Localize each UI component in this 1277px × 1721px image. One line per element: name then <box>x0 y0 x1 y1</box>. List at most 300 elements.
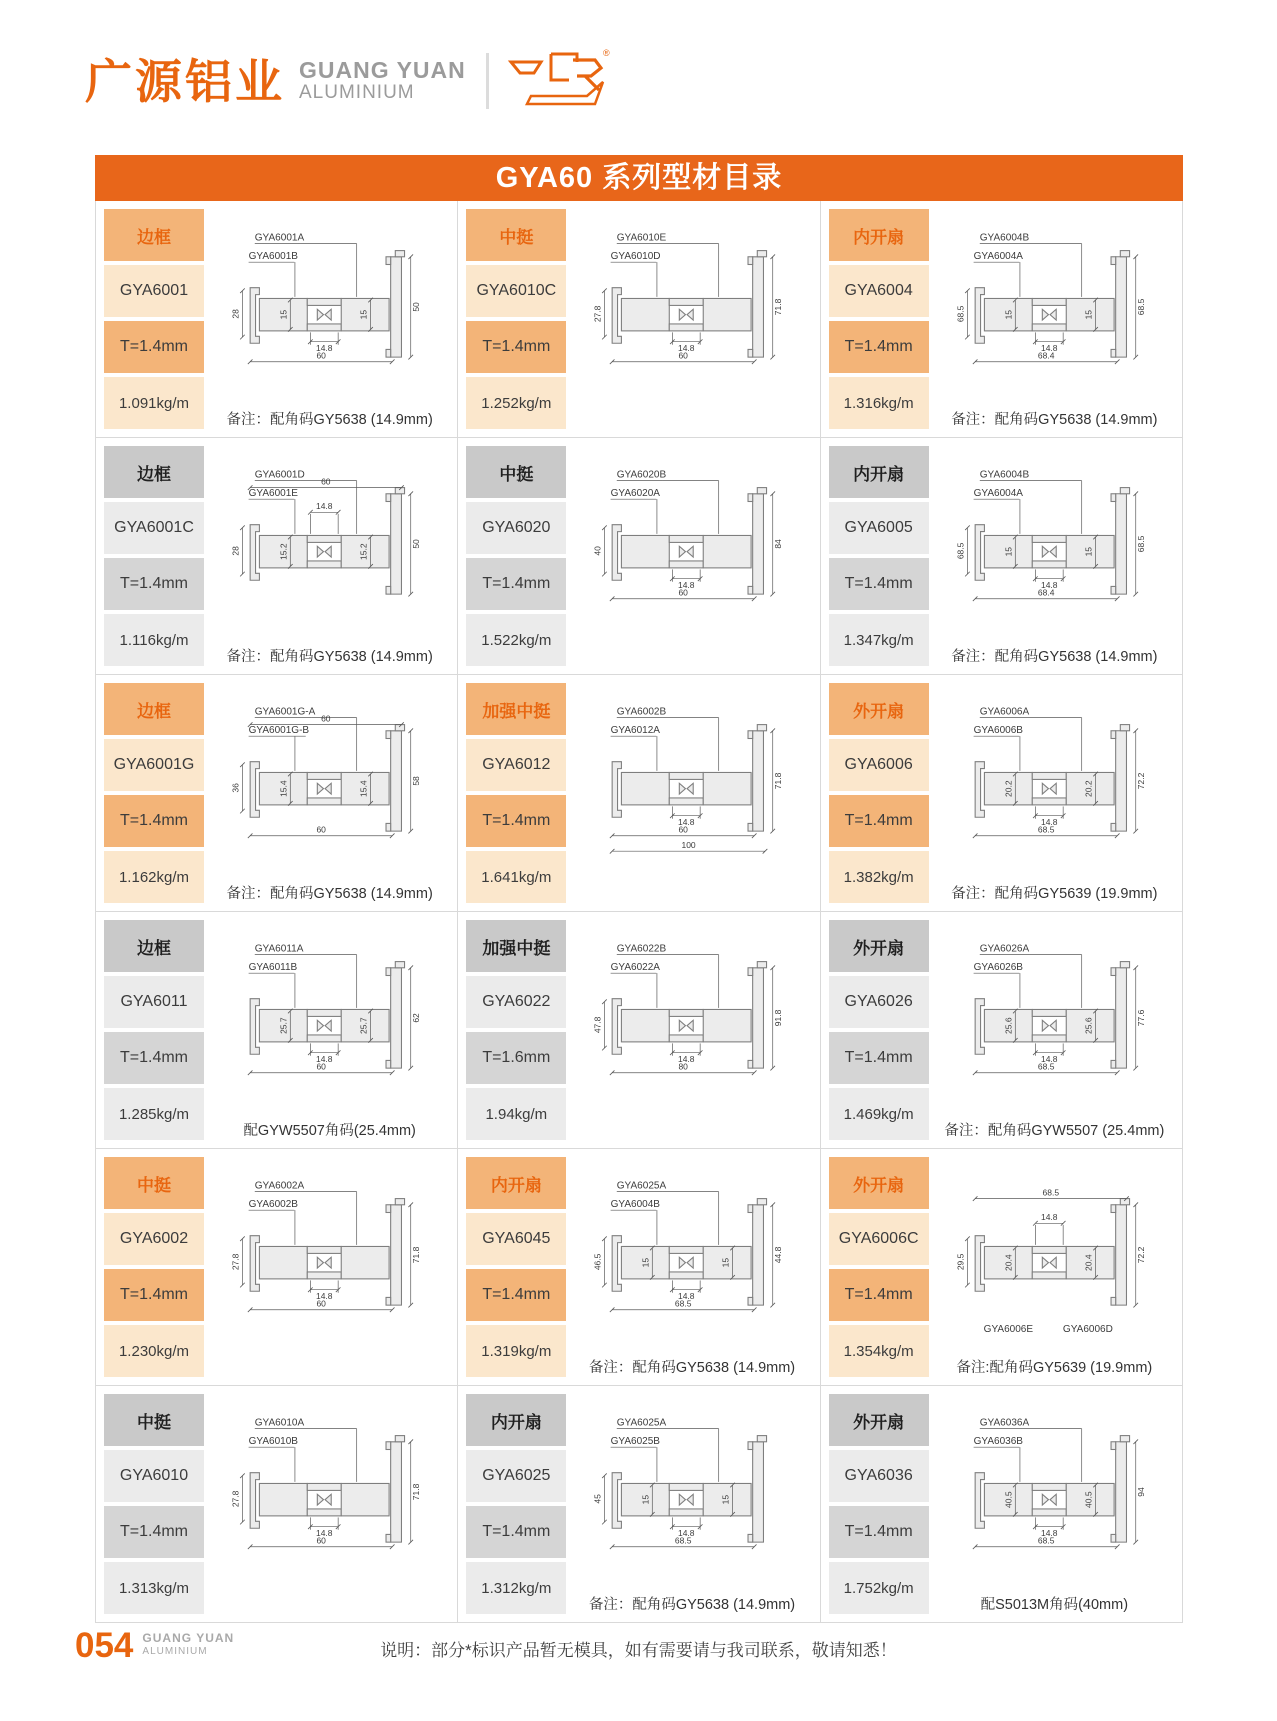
dim-label: 15 <box>1083 309 1094 320</box>
dim-label: 44.8 <box>773 1246 784 1264</box>
part-label: GYA6001B <box>248 251 298 263</box>
dim-label: 50 <box>411 302 422 312</box>
product-code: GYA6004 <box>829 265 929 317</box>
weight-label: 1.316kg/m <box>829 377 929 429</box>
thickness-label: T=1.4mm <box>466 1269 566 1321</box>
product-info-column <box>466 446 566 666</box>
dim-label: 40.5 <box>1003 1491 1014 1508</box>
part-label: GYA6025A <box>617 1417 667 1429</box>
dim-label: 72.2 <box>1135 772 1146 790</box>
part-label: GYA6011A <box>254 943 304 955</box>
thickness-label: T=1.6mm <box>466 1032 566 1084</box>
weight-label: 1.319kg/m <box>466 1325 566 1377</box>
dim-label: 45 <box>592 1494 603 1504</box>
product-info-column <box>829 209 929 429</box>
drawing-area <box>210 920 449 1140</box>
product-code: GYA6001G <box>104 739 204 791</box>
product-info-column <box>829 920 929 1140</box>
dim-label: 20.4 <box>1003 1254 1014 1271</box>
dim-label: 29.5 <box>955 1253 966 1271</box>
part-label: GYA6006D <box>1062 1324 1113 1336</box>
category-label: 中挺 <box>104 1157 204 1209</box>
part-label: GYA6001E <box>248 488 298 500</box>
product-cell <box>458 438 820 675</box>
profile-drawing <box>572 920 811 1119</box>
product-cell <box>458 675 820 912</box>
thickness-label: T=1.4mm <box>829 1032 929 1084</box>
profile-shape <box>955 233 1146 365</box>
page-number: 054 <box>75 1626 134 1665</box>
part-label: GYA6001A <box>254 232 305 244</box>
part-label: GYA6026A <box>979 943 1029 955</box>
part-label: GYA6006A <box>979 706 1029 718</box>
weight-label: 1.347kg/m <box>829 614 929 666</box>
dim-label: 14.8 <box>1040 342 1058 353</box>
dim-label: 14.8 <box>316 501 333 512</box>
profile-drawing <box>210 920 449 1119</box>
dim-label: 14.8 <box>316 1527 333 1538</box>
product-code: GYA6025 <box>466 1450 566 1502</box>
category-label: 外开扇 <box>829 920 929 972</box>
drawing-area <box>572 1394 811 1614</box>
category-label: 中挺 <box>466 209 566 261</box>
thickness-label: T=1.4mm <box>829 1269 929 1321</box>
dim-label: 14.8 <box>1040 579 1058 590</box>
profile-drawing <box>572 209 811 408</box>
part-label: GYA6004A <box>973 251 1023 263</box>
dim-label: 40.5 <box>1083 1491 1094 1508</box>
dim-label: 60 <box>678 824 689 835</box>
note-label: 备注：配角码GY5638 (14.9mm) <box>226 649 433 665</box>
dim-label: 68.5 <box>1135 535 1146 553</box>
note-label: 备注：配角码GY5638 (14.9mm) <box>226 886 433 902</box>
logo-line-2: ALUMINIUM <box>299 82 415 104</box>
product-info-column <box>104 920 204 1140</box>
thickness-label: T=1.4mm <box>104 558 204 610</box>
product-info-column <box>104 209 204 429</box>
part-label: GYA6036B <box>973 1436 1023 1448</box>
dim-label: 15.2 <box>358 543 369 560</box>
profile-shape <box>593 1181 784 1313</box>
part-label: GYA6022B <box>617 943 667 955</box>
product-code: GYA6005 <box>829 502 929 554</box>
product-cell <box>458 201 820 438</box>
category-label: 内开扇 <box>829 209 929 261</box>
part-label: GYA6010E <box>617 232 667 244</box>
thickness-label: T=1.4mm <box>104 1506 204 1558</box>
product-info-column <box>104 1394 204 1614</box>
dim-label: 62 <box>411 1013 422 1023</box>
dim-label: 40 <box>592 546 603 556</box>
dim-label: 68.5 <box>675 1535 692 1546</box>
dim-label: 71.8 <box>411 1246 422 1264</box>
profile-shape <box>955 470 1146 602</box>
product-code: GYA6012 <box>466 739 566 791</box>
product-code: GYA6002 <box>104 1213 204 1265</box>
product-code: GYA6001 <box>104 265 204 317</box>
profile-shape <box>593 233 784 365</box>
profile-shape <box>610 707 783 854</box>
product-code: GYA6001C <box>104 502 204 554</box>
product-cell <box>96 912 458 1149</box>
dim-label: 25.7 <box>358 1017 369 1034</box>
product-info-column <box>466 920 566 1140</box>
drawing-area <box>572 209 811 429</box>
dim-label: 71.8 <box>773 298 784 316</box>
thickness-label: T=1.4mm <box>466 558 566 610</box>
product-code: GYA6036 <box>829 1450 929 1502</box>
dim-label: 14.8 <box>316 1290 333 1301</box>
product-cell <box>458 912 820 1149</box>
thickness-label: T=1.4mm <box>466 795 566 847</box>
dim-label: 71.8 <box>411 1483 422 1501</box>
profile-drawing <box>935 1157 1174 1356</box>
dim-label: 14.8 <box>678 342 695 353</box>
dim-label: 71.8 <box>773 772 784 790</box>
product-info-column <box>466 683 566 903</box>
dim-label: 25.6 <box>1083 1017 1094 1034</box>
dim-label: 14.8 <box>316 342 333 353</box>
category-label: 加强中挺 <box>466 683 566 735</box>
product-cell <box>821 1149 1183 1386</box>
weight-label: 1.162kg/m <box>104 851 204 903</box>
thickness-label: T=1.4mm <box>829 558 929 610</box>
product-cell <box>821 201 1183 438</box>
profile-drawing <box>210 446 449 645</box>
drawing-area <box>572 683 811 903</box>
note-label <box>210 1356 449 1377</box>
part-label: GYA6025B <box>610 1436 661 1448</box>
profile-shape <box>231 233 422 365</box>
weight-label: 1.752kg/m <box>829 1562 929 1614</box>
dim-label: 25.6 <box>1003 1017 1014 1034</box>
profile-shape <box>231 707 422 839</box>
note-label <box>210 1593 449 1614</box>
product-cell <box>96 201 458 438</box>
dim-label: 60 <box>316 350 326 361</box>
product-info-column <box>466 209 566 429</box>
dim-label: 25.7 <box>278 1017 289 1034</box>
dim-label: 14.8 <box>1040 1527 1058 1538</box>
category-label: 内开扇 <box>466 1157 566 1209</box>
profile-shape <box>972 1418 1145 1550</box>
category-label: 内开扇 <box>829 446 929 498</box>
dim-label: 94 <box>1135 1487 1146 1497</box>
product-info-column <box>466 1394 566 1614</box>
dim-label: 14.8 <box>316 1053 333 1064</box>
part-label: GYA6002A <box>254 1180 305 1192</box>
catalog-section <box>95 155 1183 1623</box>
part-label: GYA6006B <box>973 725 1023 737</box>
note-label: 备注：配角码GY5638 (14.9mm) <box>951 649 1158 665</box>
note-label: 备注：配角码GY5638 (14.9mm) <box>588 1597 796 1613</box>
part-label: GYA6012A <box>610 725 661 737</box>
drawing-area <box>572 1157 811 1377</box>
note-label <box>572 408 811 429</box>
part-label: GYA6001D <box>254 469 305 481</box>
logo-divider <box>486 53 489 109</box>
product-info-column <box>104 446 204 666</box>
profile-drawing <box>210 1394 449 1593</box>
dim-label: 60 <box>316 1298 326 1309</box>
weight-label: 1.641kg/m <box>466 851 566 903</box>
footer-brand-line-1: GUANG YUAN <box>142 1631 235 1645</box>
product-cell <box>96 1149 458 1386</box>
part-label: GYA6002B <box>248 1199 298 1211</box>
dim-label: 27.8 <box>230 1253 241 1271</box>
product-cell <box>458 1386 820 1623</box>
dim-label: 15 <box>1003 309 1014 320</box>
drawing-area <box>935 1157 1174 1377</box>
thickness-label: T=1.4mm <box>829 795 929 847</box>
profile-drawing <box>572 683 811 882</box>
catalog-title: GYA60 系列型材目录 <box>95 155 1183 201</box>
dim-label: 14.8 <box>1040 1212 1058 1223</box>
dim-label: 68.5 <box>675 1298 692 1309</box>
category-label: 中挺 <box>104 1394 204 1446</box>
dim-label: 100 <box>681 840 696 851</box>
profile-drawing <box>210 209 449 408</box>
dim-label: 60 <box>316 1061 326 1072</box>
profile-drawing <box>935 446 1174 645</box>
thickness-label: T=1.4mm <box>466 1506 566 1558</box>
product-cell <box>96 438 458 675</box>
note-label: 备注：配角码GY5639 (19.9mm) <box>951 886 1158 902</box>
dim-label: 58 <box>411 776 422 786</box>
drawing-area <box>572 446 811 666</box>
cr-brand-logo-icon <box>507 46 611 116</box>
product-info-column <box>104 1157 204 1377</box>
dim-label: 28 <box>230 546 241 556</box>
profile-shape <box>248 944 421 1076</box>
dim-label: 15 <box>721 1257 732 1268</box>
part-label: GYA6004B <box>979 232 1029 244</box>
drawing-area <box>935 209 1174 429</box>
note-label: 备注：配角码GY5638 (14.9mm) <box>951 412 1158 428</box>
part-label: GYA6025A <box>617 1180 667 1192</box>
weight-label: 1.354kg/m <box>829 1325 929 1377</box>
thickness-label: T=1.4mm <box>104 1032 204 1084</box>
product-cell <box>96 675 458 912</box>
product-info-column <box>829 683 929 903</box>
dim-label: 14.8 <box>1040 1053 1058 1064</box>
part-label: GYA6006E <box>983 1324 1033 1336</box>
product-info-column <box>829 1394 929 1614</box>
dim-label: 50 <box>411 539 422 549</box>
category-label: 边框 <box>104 683 204 735</box>
weight-label: 1.252kg/m <box>466 377 566 429</box>
dim-label: 60 <box>316 1535 326 1546</box>
dim-label: 68.5 <box>1135 298 1146 316</box>
note-label: 备注：配角码GY5638 (14.9mm) <box>226 412 433 428</box>
category-label: 内开扇 <box>466 1394 566 1446</box>
product-cell <box>96 1386 458 1623</box>
dim-label: 68.5 <box>1037 1061 1055 1072</box>
dim-label: 80 <box>678 1061 689 1072</box>
dim-label: 15 <box>278 309 289 320</box>
thickness-label: T=1.4mm <box>829 321 929 373</box>
weight-label: 1.94kg/m <box>466 1088 566 1140</box>
note-label: 配GYW5507角码(25.4mm) <box>243 1123 416 1139</box>
drawing-area <box>572 920 811 1140</box>
dim-label: 20.2 <box>1083 780 1094 797</box>
part-label: GYA6010A <box>254 1417 305 1429</box>
category-label: 边框 <box>104 209 204 261</box>
dim-label: 47.8 <box>592 1016 603 1034</box>
profile-shape <box>593 1418 767 1550</box>
logo-line-1: GUANG YUAN <box>299 57 466 84</box>
note-label <box>572 882 811 903</box>
product-code: GYA6011 <box>104 976 204 1028</box>
registered-mark: ® <box>602 48 610 58</box>
part-label: GYA6026B <box>973 962 1023 974</box>
dim-label: 60 <box>678 350 689 361</box>
weight-label: 1.091kg/m <box>104 377 204 429</box>
product-code: GYA6006 <box>829 739 929 791</box>
thickness-label: T=1.4mm <box>829 1506 929 1558</box>
part-label: GYA6004B <box>979 469 1029 481</box>
drawing-area <box>935 1394 1174 1614</box>
profile-shape <box>231 1181 422 1313</box>
page-header <box>85 46 611 116</box>
part-label: GYA6004B <box>610 1199 661 1211</box>
dim-label: 60 <box>321 713 331 724</box>
weight-label: 1.469kg/m <box>829 1088 929 1140</box>
drawing-area <box>210 1157 449 1377</box>
dim-label: 68.5 <box>955 305 966 323</box>
drawing-area <box>935 683 1174 903</box>
part-label: GYA6010B <box>248 1436 298 1448</box>
product-grid <box>95 201 1183 1623</box>
note-label <box>572 1119 811 1140</box>
category-label: 中挺 <box>466 446 566 498</box>
dim-label: 68.4 <box>1037 587 1055 598</box>
dim-label: 91.8 <box>773 1009 784 1027</box>
dim-label: 20.2 <box>1003 780 1014 797</box>
drawing-area <box>210 683 449 903</box>
footer-brand-line-2: ALUMINIUM <box>142 1645 208 1657</box>
category-label: 外开扇 <box>829 1394 929 1446</box>
profile-drawing <box>572 446 811 645</box>
note-label: 配S5013M角码(40mm) <box>980 1597 1129 1613</box>
product-cell <box>821 675 1183 912</box>
part-label: GYA6020B <box>617 469 667 481</box>
category-label: 外开扇 <box>829 683 929 735</box>
footer-note: 说明：部分*标识产品暂无模具，如有需要请与我司联系，敬请知悉！ <box>380 1641 897 1660</box>
category-label: 加强中挺 <box>466 920 566 972</box>
product-code: GYA6026 <box>829 976 929 1028</box>
product-cell <box>821 1386 1183 1623</box>
product-info-column <box>829 446 929 666</box>
part-label: GYA6004A <box>973 488 1023 500</box>
page-footer <box>0 1628 1277 1688</box>
dim-label: 15.2 <box>278 543 289 560</box>
product-cell <box>458 1149 820 1386</box>
dim-label: 27.8 <box>230 1490 241 1508</box>
thickness-label: T=1.4mm <box>104 321 204 373</box>
note-label: 备注：配角码GY5638 (14.9mm) <box>588 1360 796 1376</box>
profile-drawing <box>935 1394 1174 1593</box>
weight-label: 1.230kg/m <box>104 1325 204 1377</box>
dim-label: 14.8 <box>1040 816 1058 827</box>
drawing-area <box>210 446 449 666</box>
part-label: GYA6011B <box>248 962 298 974</box>
profile-drawing <box>572 1394 811 1593</box>
profile-shape <box>955 1188 1146 1336</box>
part-label: GYA6010D <box>610 251 661 263</box>
company-logo-chinese: 广源铝业 <box>85 54 285 108</box>
profile-drawing <box>935 209 1174 408</box>
profile-drawing <box>935 920 1174 1119</box>
dim-label: 15.4 <box>358 780 369 797</box>
dim-label: 15 <box>640 1257 651 1268</box>
dim-label: 60 <box>678 587 689 598</box>
dim-label: 14.8 <box>678 1290 695 1301</box>
profile-drawing <box>935 683 1174 882</box>
profile-drawing <box>210 1157 449 1356</box>
dim-label: 68.5 <box>1037 1535 1055 1546</box>
dim-label: 84 <box>773 539 784 549</box>
product-info-column <box>466 1157 566 1377</box>
drawing-area <box>210 209 449 429</box>
thickness-label: T=1.4mm <box>466 321 566 373</box>
dim-label: 15 <box>640 1494 651 1505</box>
dim-label: 68.5 <box>1042 1187 1059 1198</box>
profile-drawing <box>572 1157 811 1356</box>
thickness-label: T=1.4mm <box>104 1269 204 1321</box>
drawing-area <box>935 920 1174 1140</box>
product-cell <box>821 912 1183 1149</box>
weight-label: 1.285kg/m <box>104 1088 204 1140</box>
dim-label: 15 <box>1003 546 1014 557</box>
category-label: 边框 <box>104 446 204 498</box>
product-code: GYA6020 <box>466 502 566 554</box>
profile-shape <box>972 707 1145 839</box>
product-code: GYA6022 <box>466 976 566 1028</box>
dim-label: 68.5 <box>955 542 966 560</box>
dim-label: 77.6 <box>1135 1009 1146 1027</box>
profile-shape <box>972 944 1145 1076</box>
weight-label: 1.312kg/m <box>466 1562 566 1614</box>
product-code: GYA6010 <box>104 1450 204 1502</box>
dim-label: 46.5 <box>592 1253 603 1271</box>
dim-label: 27.8 <box>592 305 603 323</box>
product-code: GYA6010C <box>466 265 566 317</box>
dim-label: 68.5 <box>1037 824 1055 835</box>
drawing-area <box>210 1394 449 1614</box>
drawing-area <box>935 446 1174 666</box>
dim-label: 14.8 <box>678 1527 695 1538</box>
dim-label: 60 <box>321 476 331 487</box>
weight-label: 1.522kg/m <box>466 614 566 666</box>
dim-label: 14.8 <box>678 579 695 590</box>
dim-label: 15 <box>721 1494 732 1505</box>
profile-shape <box>593 944 784 1076</box>
dim-label: 15.4 <box>278 780 289 797</box>
part-label: GYA6001G-A <box>254 706 316 718</box>
company-logo-english <box>299 58 466 103</box>
dim-label: 72.2 <box>1135 1246 1146 1264</box>
dim-label: 14.8 <box>678 1053 695 1064</box>
weight-label: 1.313kg/m <box>104 1562 204 1614</box>
category-label: 外开扇 <box>829 1157 929 1209</box>
dim-label: 36 <box>230 783 241 793</box>
product-code: GYA6045 <box>466 1213 566 1265</box>
dim-label: 15 <box>1083 546 1094 557</box>
profile-shape <box>231 470 422 597</box>
part-label: GYA6001G-B <box>248 725 310 737</box>
dim-label: 15 <box>358 309 369 320</box>
